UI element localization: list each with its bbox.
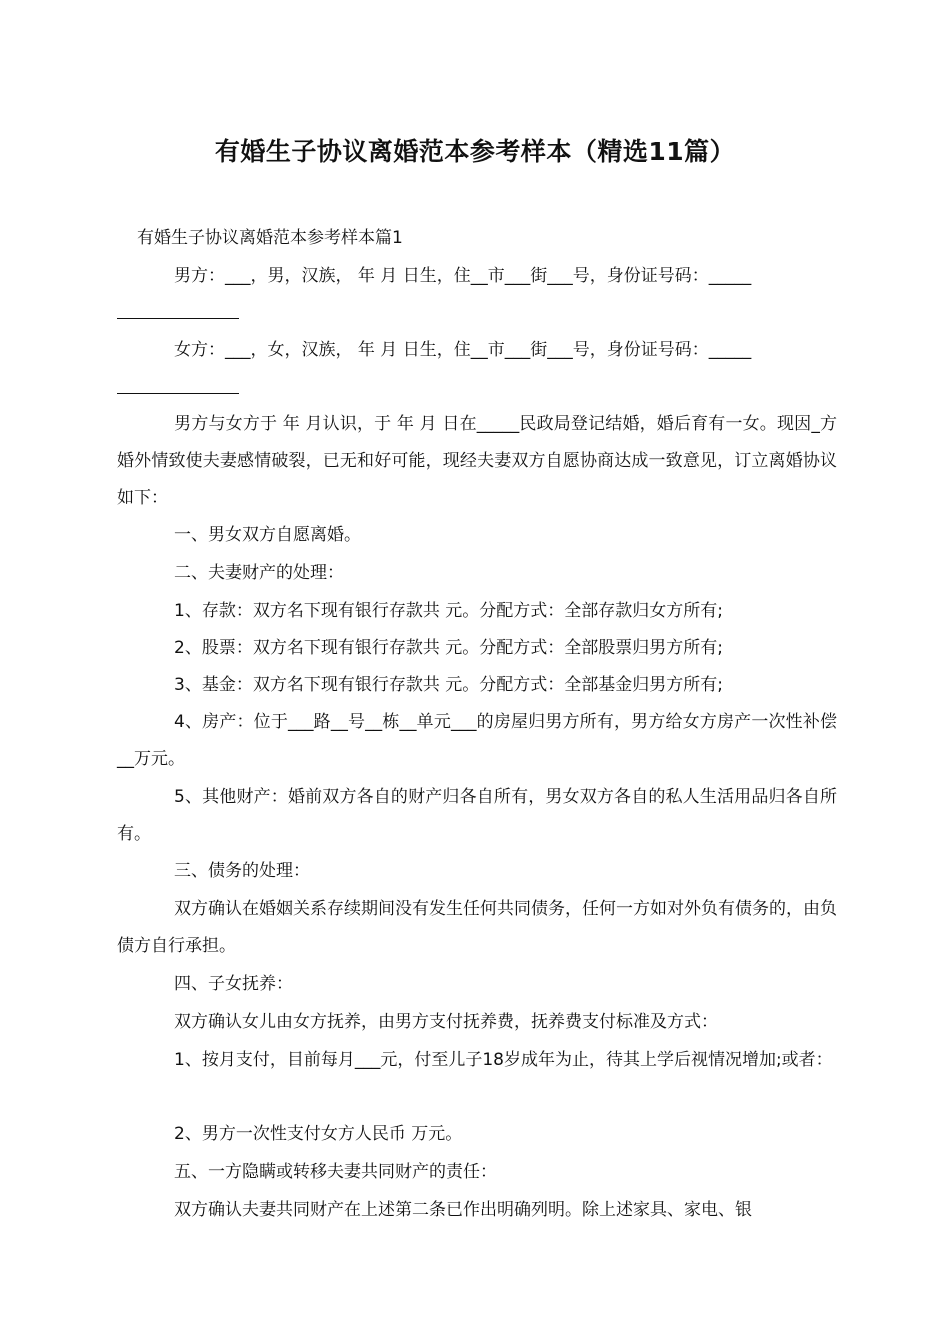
paragraph-male-party (117, 258, 837, 295)
paragraph-text: 1、按月支付，目前每月___元，付至儿子18岁成年为止，待其上学后视情况增加;或者： (174, 1050, 833, 1070)
paragraph-text: 男方：___，男，汉族， 年 月 日生，住__市___街___号，身份证号码：_____ (174, 266, 752, 286)
paragraph-intro (117, 406, 837, 517)
paragraph-text: 四、子女抚养： (174, 974, 293, 994)
paragraph-item-other-property (117, 779, 837, 853)
paragraph-text: 女方：___，女，汉族， 年 月 日生，住__市___街___号，身份证号码：_____ (174, 340, 752, 360)
id-number-continuation-line (117, 318, 239, 319)
paragraph-debts (117, 891, 837, 965)
paragraph-text: 三、债务的处理： (174, 861, 310, 881)
paragraph-item-property (117, 704, 837, 778)
paragraph-text: 5、其他财产：婚前双方各自的财产归各自所有，男女双方各自的私人生活用品归各自所有。 (117, 787, 837, 844)
paragraph-item-funds (117, 667, 837, 704)
paragraph-concealment (117, 1192, 837, 1229)
paragraph-text: 双方确认夫妻共同财产在上述第二条已作出明确列明。除上述家具、家电、银 (174, 1200, 752, 1220)
paragraph-text: 二、夫妻财产的处理： (174, 563, 344, 583)
paragraph-clause-5 (117, 1154, 837, 1191)
paragraph-clause-3 (117, 853, 837, 890)
paragraph-item-monthly-payment (117, 1042, 837, 1079)
paragraph-text: 4、房产：位于___路__号__栋__单元___的房屋归男方所有，男方给女方房产一次性补偿__万元。 (117, 712, 837, 769)
paragraph-clause-1 (117, 517, 837, 554)
document-title: 有婚生子协议离婚范本参考样本（精选11篇） (214, 137, 736, 166)
paragraph-text: 双方确认女儿由女方抚养，由男方支付抚养费，抚养费支付标准及方式： (174, 1012, 718, 1032)
paragraph-clause-2 (117, 555, 837, 592)
paragraph-female-party (117, 332, 837, 369)
paragraph-text: 2、股票：双方名下现有银行存款共 元。分配方式：全部股票归男方所有; (174, 638, 723, 658)
paragraph-text: 2、男方一次性支付女方人民币 万元。 (174, 1124, 463, 1144)
paragraph-text: 男方与女方于 年 月认识，于 年 月 日在_____民政局登记结婚，婚后育有一女。现因_方婚外情致使夫妻感情破裂，已无和好可能，现经夫妻双方自愿协商达成一致意见，订立离婚协议如下： (117, 414, 837, 508)
section-heading: 有婚生子协议离婚范本参考样本篇1 (137, 228, 403, 248)
paragraph-text: 3、基金：双方名下现有银行存款共 元。分配方式：全部基金归男方所有; (174, 675, 723, 695)
paragraph-item-deposits (117, 593, 837, 630)
id-number-continuation-line (117, 393, 239, 394)
paragraph-text: 1、存款：双方名下现有银行存款共 元。分配方式：全部存款归女方所有; (174, 601, 723, 621)
paragraph-custody (117, 1004, 837, 1041)
paragraph-clause-4 (117, 966, 837, 1003)
paragraph-text: 五、一方隐瞒或转移夫妻共同财产的责任： (174, 1162, 497, 1182)
paragraph-text: 双方确认在婚姻关系存续期间没有发生任何共同债务，任何一方如对外负有债务的，由负债方自行承担。 (117, 899, 837, 956)
paragraph-text: 一、男女双方自愿离婚。 (174, 525, 361, 545)
paragraph-item-stocks (117, 630, 837, 667)
paragraph-item-lump-sum (117, 1116, 837, 1153)
